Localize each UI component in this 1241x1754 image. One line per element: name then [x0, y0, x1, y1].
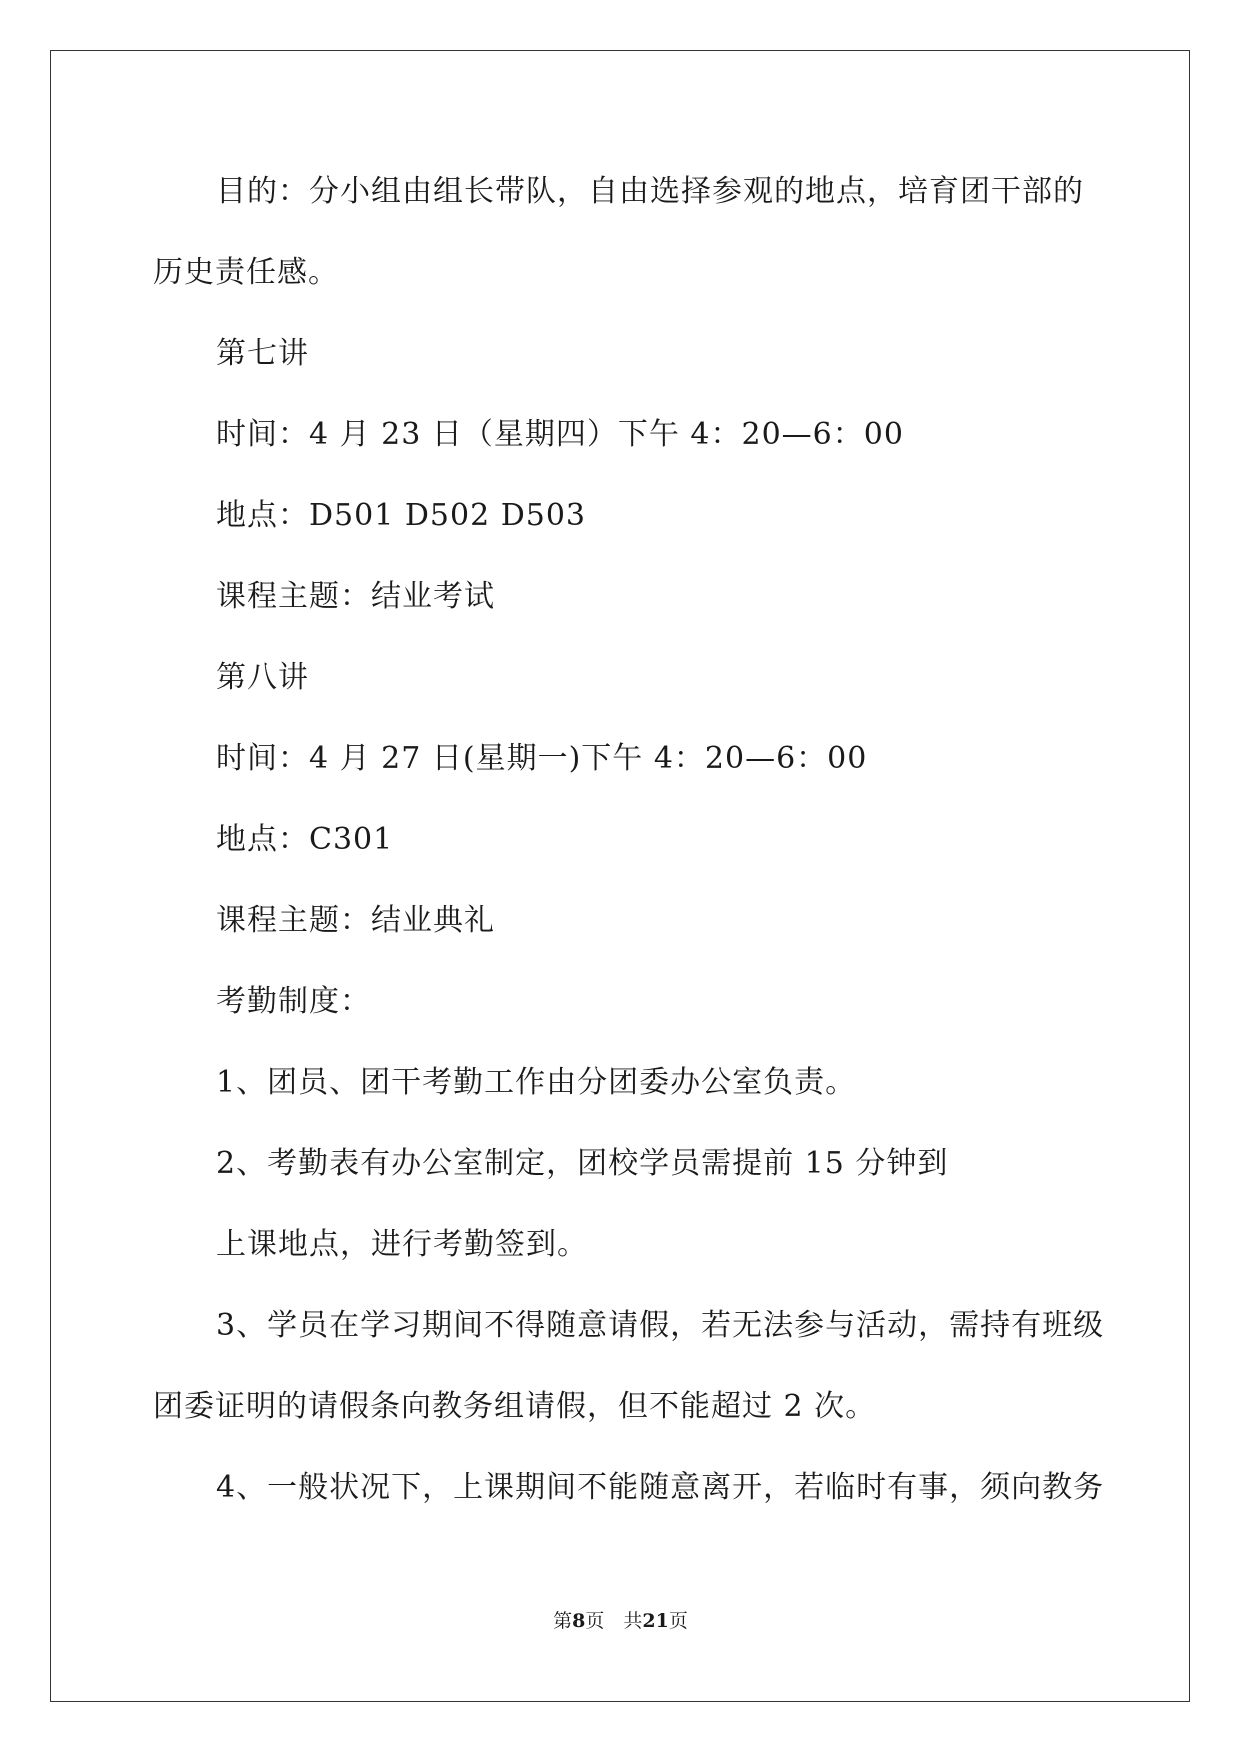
paragraph-purpose-line-2: 历史责任感。: [153, 255, 339, 290]
lecture-eight-location: 地点：C301: [216, 822, 394, 857]
page-frame: [50, 50, 1190, 1702]
lecture-eight-time: 时间：4 月 27 日(星期一)下午 4：20—6：00: [216, 741, 868, 776]
lecture-seven-time: 时间：4 月 23 日（星期四）下午 4：20—6：00: [216, 417, 904, 452]
lecture-seven-location: 地点：D501 D502 D503: [216, 498, 587, 533]
attendance-rule-3-line-2: 团委证明的请假条向教务组请假，但不能超过 2 次。: [153, 1389, 877, 1424]
lecture-eight-topic: 课程主题：结业典礼: [216, 903, 495, 938]
attendance-rule-3-line-1: 3、学员在学习期间不得随意请假，若无法参与活动，需持有班级: [216, 1308, 1105, 1343]
page-footer: [0, 1609, 1241, 1633]
footer-middle: 页 共: [585, 1610, 643, 1632]
footer-prefix: 第: [553, 1610, 573, 1632]
attendance-rule-1: 1、团员、团干考勤工作由分团委办公室负责。: [216, 1065, 857, 1100]
attendance-heading: 考勤制度：: [216, 984, 371, 1019]
attendance-rule-2-line-1: 2、考勤表有办公室制定，团校学员需提前 15 分钟到: [216, 1146, 949, 1181]
attendance-rule-4-line-1: 4、一般状况下，上课期间不能随意离开，若临时有事，须向教务: [216, 1470, 1105, 1505]
attendance-rule-2-line-2: 上课地点，进行考勤签到。: [216, 1227, 588, 1262]
paragraph-purpose-line-1: 目的：分小组由组长带队，自由选择参观的地点，培育团干部的: [216, 174, 1084, 209]
lecture-seven-heading: 第七讲: [216, 336, 309, 371]
footer-page-number: 8: [572, 1610, 586, 1632]
lecture-eight-heading: 第八讲: [216, 660, 309, 695]
footer-total-pages: 21: [642, 1610, 669, 1632]
lecture-seven-topic: 课程主题：结业考试: [216, 579, 495, 614]
footer-suffix: 页: [668, 1610, 688, 1632]
